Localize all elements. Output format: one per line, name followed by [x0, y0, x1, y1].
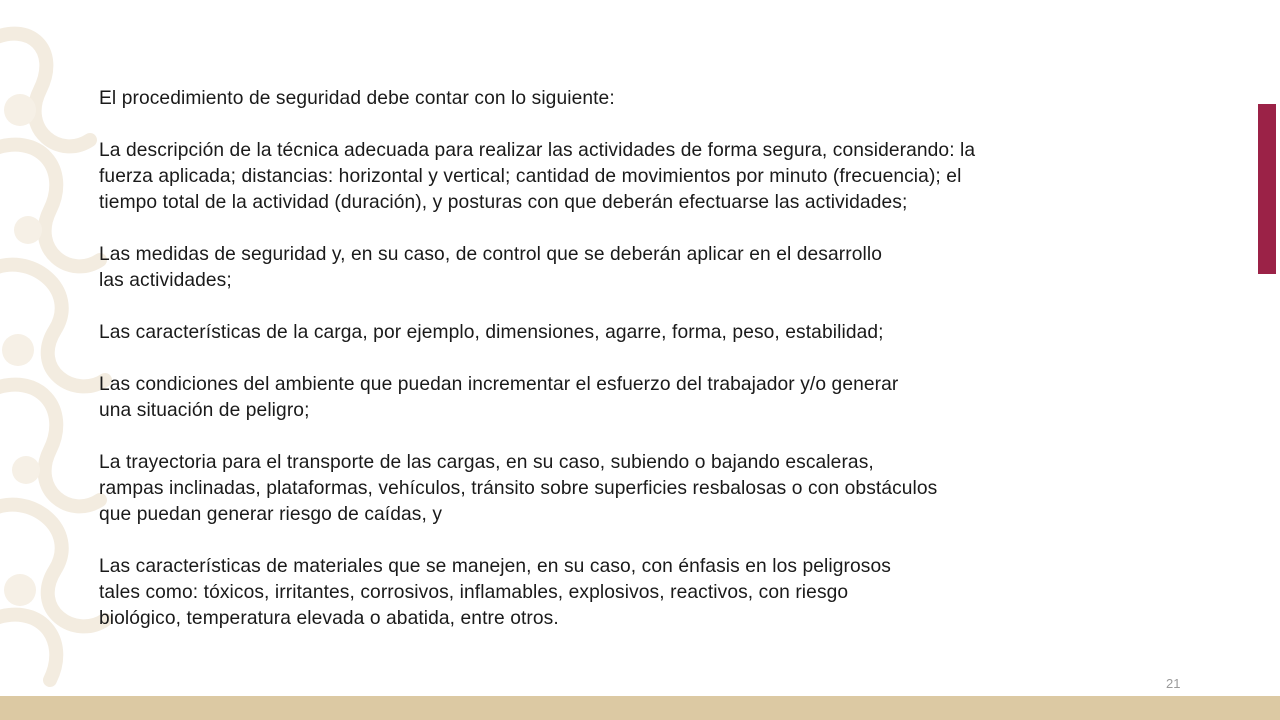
text-line: las actividades;: [99, 270, 232, 291]
intro-paragraph: [99, 86, 1199, 112]
technique-paragraph: [99, 138, 1199, 216]
text-line: Las características de materiales que se manejen, en su caso, con énfasis en los peligrosos: [99, 556, 891, 577]
vertical-accent-bar: [1258, 104, 1276, 274]
text-line: rampas inclinadas, plataformas, vehículos, tránsito sobre superficies resbalosas o con obstáculos: [99, 478, 938, 499]
materials-characteristics-paragraph: [99, 554, 1199, 632]
text-line: tales como: tóxicos, irritantes, corrosivos, inflamables, explosivos, reactivos, con riesgo: [99, 582, 849, 603]
text-line: que puedan generar riesgo de caídas, y: [99, 504, 443, 525]
footer-band: [0, 696, 1280, 720]
transport-trajectory-paragraph: [99, 450, 1199, 528]
load-characteristics-paragraph: [99, 320, 1199, 346]
text-line: Las características de la carga, por ejemplo, dimensiones, agarre, forma, peso, estabilidad;: [99, 322, 884, 343]
text-line: tiempo total de la actividad (duración), y posturas con que deberán efectuarse las actividades;: [99, 192, 908, 213]
slide-body: [99, 86, 1199, 632]
text-line: El procedimiento de seguridad debe contar con lo siguiente:: [99, 88, 615, 109]
text-line: La descripción de la técnica adecuada para realizar las actividades de forma segura, considerando: la: [99, 140, 976, 161]
text-line: Las condiciones del ambiente que puedan incrementar el esfuerzo del trabajador y/o generar: [99, 374, 899, 395]
text-line: biológico, temperatura elevada o abatida, entre otros.: [99, 608, 559, 629]
text-line: Las medidas de seguridad y, en su caso, de control que se deberán aplicar en el desarrollo: [99, 244, 883, 265]
text-line: La trayectoria para el transporte de las cargas, en su caso, subiendo o bajando escaleras,: [99, 452, 874, 473]
text-line: fuerza aplicada; distancias: horizontal y vertical; cantidad de movimientos por minuto (frecuencia); el: [99, 166, 962, 187]
page-number: 21: [1166, 676, 1181, 691]
text-line: una situación de peligro;: [99, 400, 310, 421]
environment-conditions-paragraph: [99, 372, 1199, 424]
safety-measures-paragraph: [99, 242, 1199, 294]
